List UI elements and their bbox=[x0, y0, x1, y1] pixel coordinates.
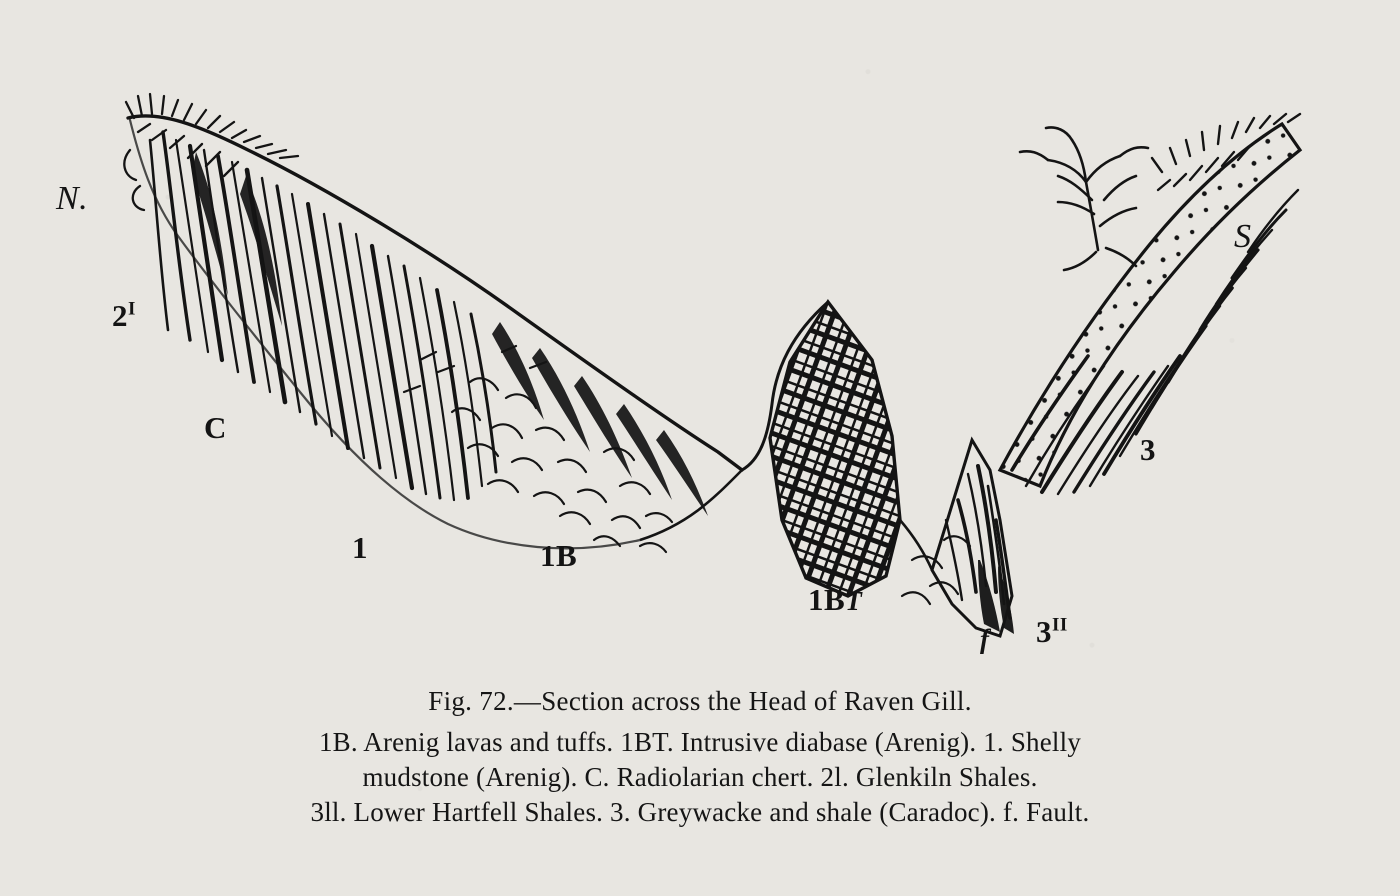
label-arenig-lavas: 1B bbox=[540, 538, 578, 573]
label-glenkiln-shales bbox=[112, 298, 136, 334]
tree-sketch bbox=[1020, 128, 1148, 271]
south-slope-mass bbox=[932, 114, 1300, 636]
label-lower-hartfell bbox=[1036, 614, 1068, 650]
label-south: S. bbox=[1234, 218, 1261, 255]
north-slope-mass bbox=[124, 94, 742, 552]
label-intrusive-diabase bbox=[808, 582, 862, 618]
label-fault: f bbox=[980, 624, 990, 654]
label-shelly-mudstone: 1 bbox=[352, 530, 368, 565]
label-greywacke: 3 bbox=[1140, 432, 1156, 467]
legend-line-3: 3ll. Lower Hartfell Shales. 3. Greywacke and shale (Caradoc). f. Fault. bbox=[310, 797, 1090, 828]
label-diabase-sub: T bbox=[845, 586, 863, 616]
label-radiolarian-chert: C bbox=[204, 410, 227, 445]
legend-line-1: 1B. Arenig lavas and tuffs. 1BT. Intrusive diabase (Arenig). 1. Shelly bbox=[318, 727, 1082, 757]
figure-caption-block bbox=[0, 686, 1400, 830]
figure-legend bbox=[0, 725, 1400, 830]
label-glenkiln-sup: I bbox=[128, 298, 136, 320]
figure-caption: Fig. 72.—Section across the Head of Raven Gill. bbox=[428, 686, 972, 716]
label-glenkiln-text: 2 bbox=[112, 298, 128, 333]
label-north: N. bbox=[56, 180, 89, 217]
label-hartfell-sup: II bbox=[1052, 614, 1068, 636]
label-diabase-text: 1B bbox=[808, 582, 846, 617]
label-hartfell-text: 3 bbox=[1036, 614, 1052, 649]
legend-line-2: mudstone (Arenig). C. Radiolarian chert. 2l. Glenkiln Shales. bbox=[362, 762, 1038, 793]
